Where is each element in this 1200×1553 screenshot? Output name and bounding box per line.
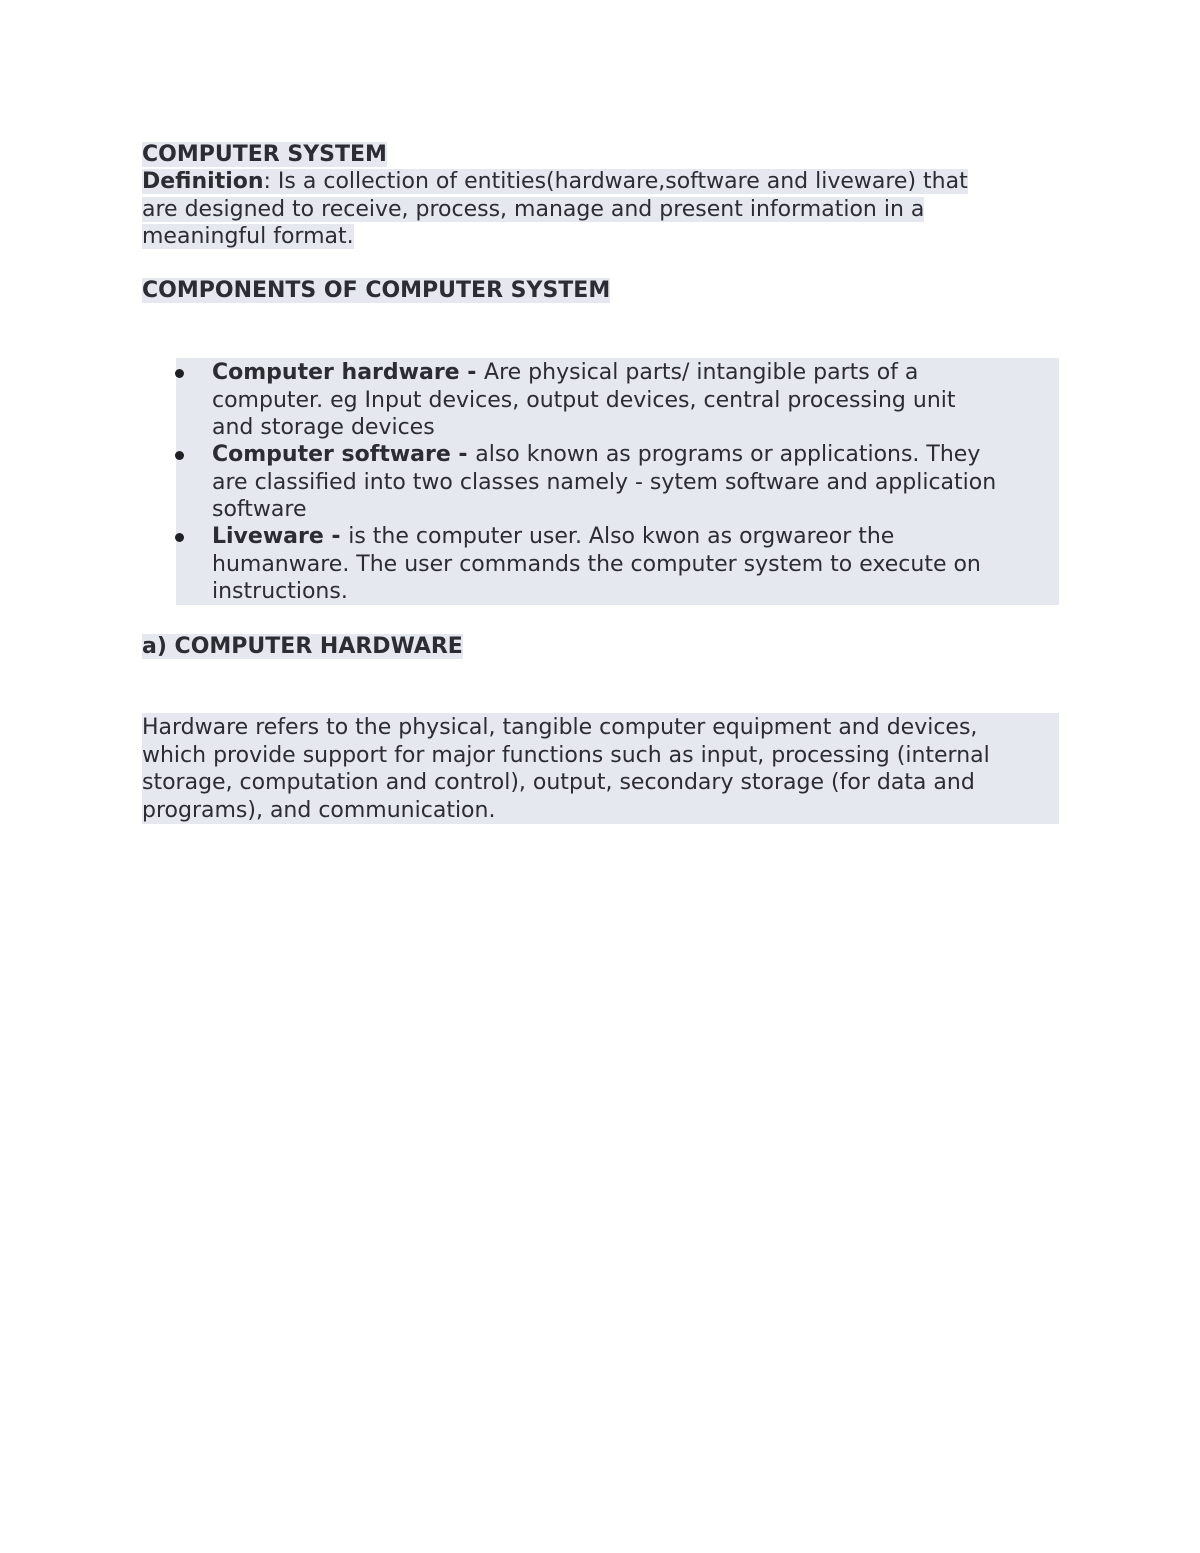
list-item-text: are classified into two classes namely - sytem software and application (212, 469, 997, 495)
list-item-liveware (212, 523, 981, 606)
bullet-icon (175, 533, 184, 542)
definition-block (142, 168, 968, 251)
title-text: COMPUTER SYSTEM (142, 142, 387, 167)
paragraph-line: Hardware refers to the physical, tangible computer equipment and devices, (142, 715, 978, 740)
document-title (142, 141, 387, 169)
components-heading-text: COMPONENTS OF COMPUTER SYSTEM (142, 278, 611, 303)
hardware-paragraph (142, 714, 990, 824)
bullet-icon (175, 369, 184, 378)
definition-label: Definition (142, 169, 264, 194)
list-item-text: also known as programs or applications. They (475, 442, 981, 467)
list-item-term: Liveware - (212, 524, 349, 549)
hardware-heading-text: a) COMPUTER HARDWARE (142, 634, 463, 659)
hardware-heading (142, 633, 463, 661)
list-item-term: Computer hardware - (212, 360, 485, 385)
paragraph-line: storage, computation and control), output, secondary storage (for data and (142, 770, 975, 795)
list-item-text: computer. eg Input devices, output devices, central processing unit (212, 387, 956, 413)
definition-text-3: meaningful format. (142, 224, 354, 249)
list-item-software (212, 441, 996, 524)
list-item-text: Are physical parts/ intangible parts of a (484, 360, 919, 385)
bullet-icon (175, 451, 184, 460)
list-item-text: humanware. The user commands the computer system to execute on (212, 551, 981, 577)
definition-line-3 (142, 223, 968, 251)
list-item-text: instructions. (212, 579, 348, 604)
components-heading (142, 277, 610, 305)
definition-text-1: : Is a collection of entities(hardware,software and liveware) that (263, 169, 968, 194)
definition-text-2: are designed to receive, process, manage and present information in a (142, 196, 925, 222)
list-item-hardware (212, 359, 956, 442)
definition-line-2 (142, 196, 968, 224)
paragraph-line: which provide support for major functions such as input, processing (internal (142, 742, 990, 768)
list-item-term: Computer software - (212, 442, 476, 467)
list-item-text: software (212, 497, 307, 522)
definition-line-1 (142, 168, 968, 196)
paragraph-line: programs), and communication. (142, 797, 496, 823)
list-item-text: and storage devices (212, 415, 435, 440)
list-item-text: is the computer user. Also kwon as orgwareor the (348, 524, 895, 549)
